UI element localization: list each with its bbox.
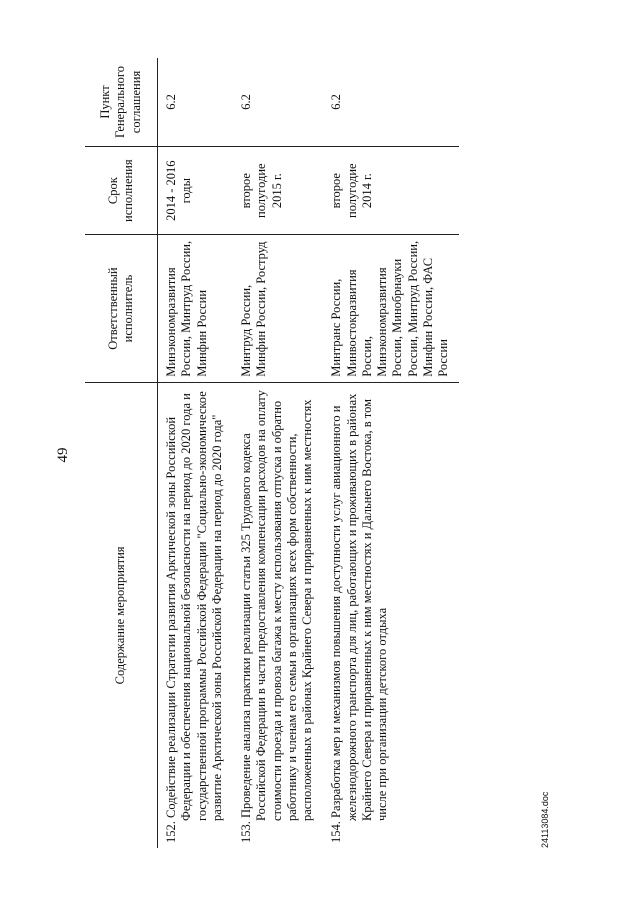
row-number: 153. (239, 821, 253, 843)
table-row (233, 58, 323, 848)
row-number: 152. (164, 821, 178, 843)
row-deadline: второе полугодие 2015 г. (233, 146, 323, 234)
header-clause: Пункт Генерального соглашения (85, 58, 158, 146)
row-content (323, 382, 459, 848)
header-content: Содержание мероприятия (85, 382, 158, 848)
row-deadline: второе полугодие 2014 г. (323, 146, 459, 234)
row-responsible: Минэкономразвития России, Минтруд России, Минфин России (158, 235, 234, 382)
row-responsible: Минтранс России, Минвостокразвития России, Минэкономразвития России, Минобрнауки России, Минтруд России, Минфин России, ФАС России (323, 235, 459, 382)
row-clause: 6.2 (233, 58, 323, 146)
table-row (323, 58, 459, 848)
row-deadline: 2014 - 2016 годы (158, 146, 234, 234)
rotated-page (40, 50, 560, 860)
row-number: 154. (329, 821, 344, 843)
row-clause: 6.2 (158, 58, 234, 146)
measures-table (85, 58, 459, 848)
table-row (158, 58, 234, 848)
row-clause: 6.2 (323, 58, 459, 146)
header-responsible: Ответственный исполнитель (85, 235, 158, 382)
row-content (158, 382, 234, 848)
row-content-text: Проведение анализа практики реализации статьи 325 Трудового кодекса Российской Федерации в части предоставления компенсации расходов на оплату стоимости проезда и провоза багажа к месту использования отпуска и обратно работнику и членам его семьи в организациях всех форм собственности, расположенных в районах Крайнего Севера и приравненных к ним местностях (239, 390, 314, 821)
page-number: 49 (55, 447, 71, 463)
row-content (233, 382, 323, 848)
row-responsible: Минтруд России, Минфин России, Роструд (233, 235, 323, 382)
document-filename: 24113084.doc (540, 791, 550, 848)
row-content-text: Разработка мер и механизмов повышения доступности услуг авиационного и железнодорожного транспорта для лиц, работающих и проживающих в районах Крайнего Севера и приравненных к ним местностях и Дальнего Востока, в том числе при организации детского отдыха (329, 393, 389, 821)
table-header-row (85, 58, 158, 848)
header-deadline: Срок исполнения (85, 146, 158, 234)
row-content-text: Содействие реализации Стратегии развития Арктической зоны Российской Федерации и обеспечения национальной безопасности на период до 2020 года и государственной программы Российской Федерации "Социально-экономическое развитие Арктической зоны Российской Федерации на период до 2020 года" (164, 391, 224, 821)
